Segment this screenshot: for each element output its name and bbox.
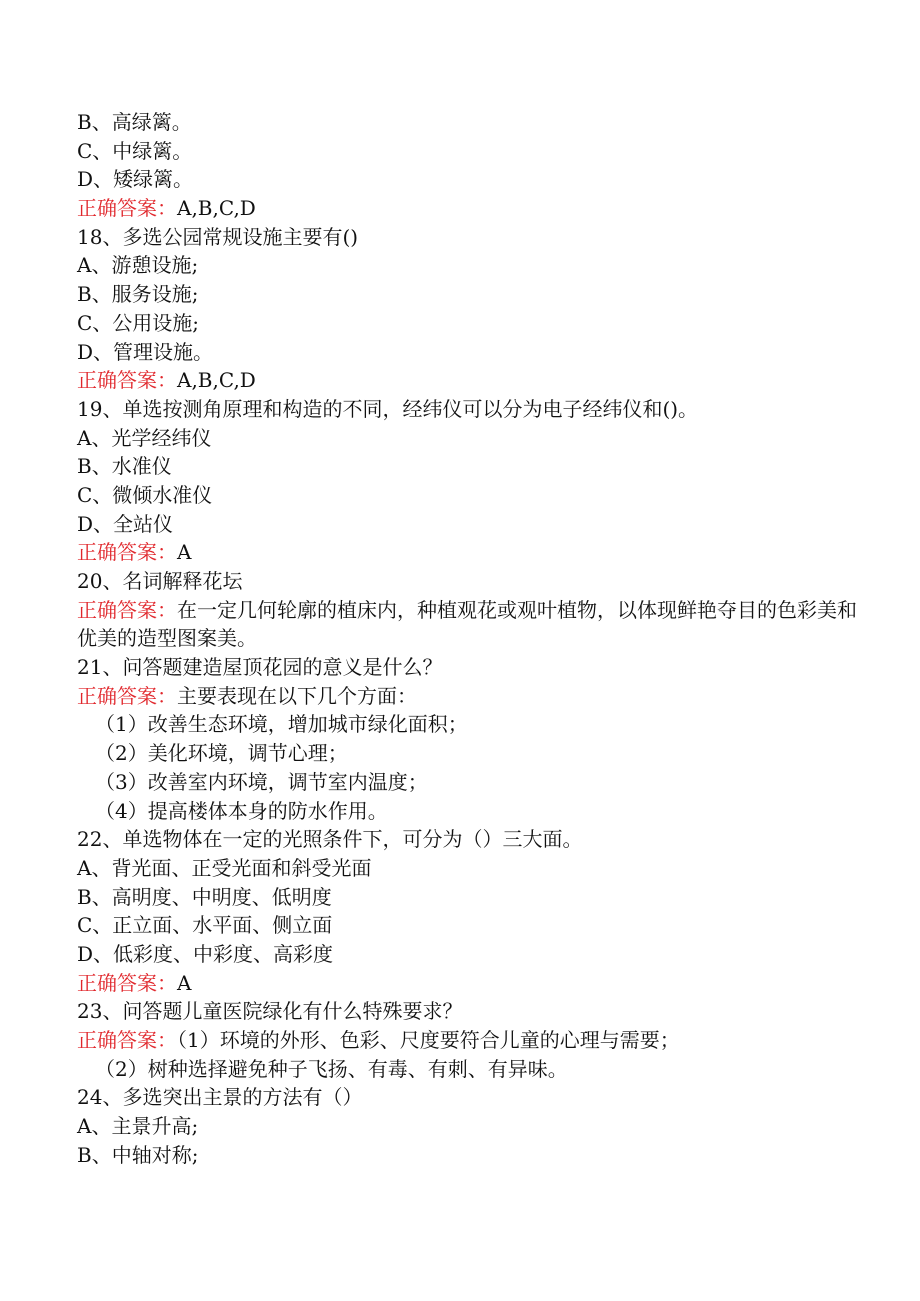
answer-point: （4）提高楼体本身的防水作用。 — [95, 798, 388, 823]
answer-text: 在一定几何轮廓的植床内，种植观花或观叶植物，以体现鲜艳夺目的色彩美和优美的造型图案美。 — [77, 597, 857, 651]
question-line: 21、问答题建造屋顶花园的意义是什么？ — [77, 655, 443, 680]
answer-point: （2）美化环境，调节心理； — [95, 741, 348, 766]
answer-text: 主要表现在以下几个方面： — [177, 683, 417, 708]
answer-line — [77, 682, 857, 711]
question-line: B、服务设施; — [77, 282, 199, 307]
question-line: 20、名词解释花坛 — [77, 569, 243, 593]
question-line: D、全站仪 — [77, 511, 174, 536]
question-line: C、微倾水准仪 — [77, 482, 213, 507]
answer-line — [77, 1026, 857, 1055]
question-line: D、低彩度、中彩度、高彩度 — [77, 941, 334, 966]
answer-label: 正确答案： — [77, 683, 177, 708]
question-line: B、水准仪 — [77, 454, 172, 479]
answer-point: （3）改善室内环境，调节室内温度； — [95, 769, 428, 794]
answer-line — [77, 538, 857, 567]
question-line: C、中绿篱。 — [77, 138, 193, 163]
question-line: 19、单选按测角原理和构造的不同，经纬仪可以分为电子经纬仪和()。 — [77, 396, 699, 421]
question-line: B、高明度、中明度、低明度 — [77, 884, 332, 909]
question-line: 24、多选突出主景的方法有（） — [77, 1085, 363, 1110]
answer-line — [77, 366, 857, 395]
answer-text: A,B,C,D — [177, 196, 256, 221]
question-line: A、光学经纬仪 — [77, 425, 212, 450]
question-line: B、中轴对称; — [77, 1142, 199, 1167]
answer-point: （1）改善生态环境，增加城市绿化面积； — [95, 712, 468, 737]
answer-text: （1）环境的外形、色彩、尺度要符合儿童的心理与需要； — [177, 1028, 680, 1053]
question-line: C、公用设施; — [77, 310, 200, 335]
question-line: D、矮绿篱。 — [77, 167, 194, 192]
answer-label: 正确答案： — [77, 1028, 177, 1053]
question-line: B、高绿篱。 — [77, 110, 192, 134]
answer-line — [77, 596, 857, 653]
document-page — [77, 108, 857, 1169]
answer-label: 正确答案： — [77, 597, 177, 622]
answer-label: 正确答案： — [77, 970, 177, 995]
question-line: D、管理设施。 — [77, 339, 214, 364]
question-line: A、主景升高; — [77, 1114, 199, 1139]
answer-line — [77, 969, 857, 998]
question-line: 23、问答题儿童医院绿化有什么特殊要求？ — [77, 999, 463, 1024]
question-line: A、背光面、正受光面和斜受光面 — [77, 855, 372, 880]
question-line: 18、多选公园常规设施主要有() — [77, 224, 359, 249]
answer-line — [77, 194, 857, 223]
answer-text: A — [177, 540, 192, 565]
answer-point: （2）树种选择避免种子飞扬、有毒、有刺、有异味。 — [95, 1056, 568, 1081]
answer-label: 正确答案： — [77, 540, 177, 565]
answer-text: A — [177, 970, 192, 995]
answer-text: A,B,C,D — [177, 368, 256, 393]
question-line: 22、单选物体在一定的光照条件下，可分为（）三大面。 — [77, 827, 583, 852]
question-line: C、正立面、水平面、侧立面 — [77, 913, 333, 938]
answer-label: 正确答案： — [77, 368, 177, 393]
answer-label: 正确答案： — [77, 196, 177, 221]
question-line: A、游憩设施; — [77, 253, 199, 278]
